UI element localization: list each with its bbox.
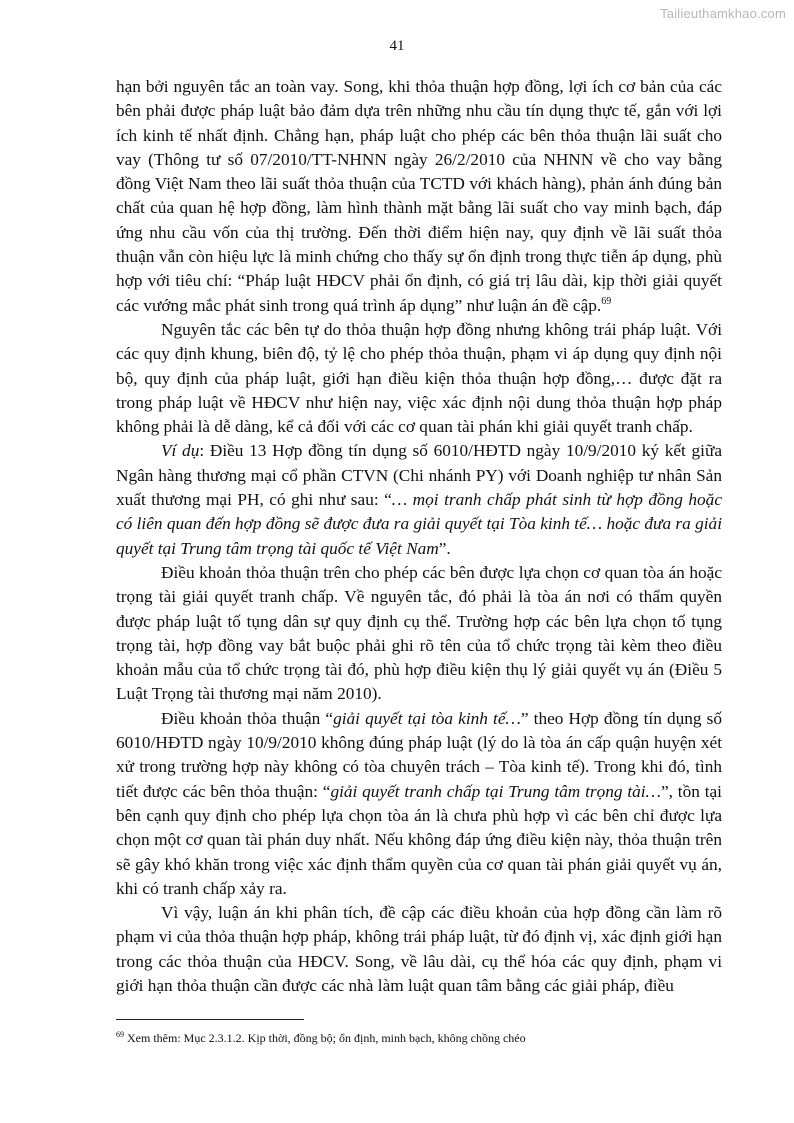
text-run: ” theo Hợp đồng tín dụng số 6010/HĐTD ngày 10/9/2010 không đúng pháp luật (lý do là tòa án cấp quận huyện xét xử trong trường hợp này không có tòa chuyên trách – Tòa kinh tế). Trong khi đó, tình tiết được các bên thỏa thuận: “ <box>116 708 722 801</box>
text-run: Nguyên tắc các bên tự do thỏa thuận hợp đồng nhưng không trái pháp luật. Với các quy định khung, biên độ, tỷ lệ cho phép thỏa thuận, phạm vi áp dụng quy định nội bộ, quy định của pháp luật, giới hạn điều kiện thỏa thuận hợp đồng,… được đặt ra trong pháp luật về HĐCV như hiện nay, việc xác định nội dung thỏa thuận hợp pháp không phải là dễ dàng, kể cả đối với các cơ quan tài phán khi giải quyết tranh chấp. <box>116 319 722 437</box>
italic-text: giải quyết tranh chấp tại Trung tâm trọng tài… <box>330 781 661 801</box>
text-run: hạn bởi nguyên tắc an toàn vay. Song, khi thỏa thuận hợp đồng, lợi ích cơ bản của các bên phải được pháp luật bảo đảm dựa trên những nhu cầu tín dụng thực tế, gắn với lợi ích kinh tế nhất định. Chẳng hạn, pháp luật cho phép các bên thỏa thuận lãi suất cho vay (Thông tư số 07/2010/TT-NHNN ngày 26/2/2010 của NHNN về cho vay bằng đồng Việt Nam theo lãi suất thỏa thuận của TCTD với khách hàng), phản ánh đúng bản chất của quan hệ hợp đồng, làm hình thành mặt bằng lãi suất cho vay minh bạch, đáp ứng nhu cầu vốn của thị trường. Đến thời điểm hiện nay, quy định về lãi suất thỏa thuận vẫn còn hiệu lực là minh chứng cho thấy sự ổn định trong thực tiễn áp dụng, phù hợp với tiêu chí: “Pháp luật HĐCV phải ổn định, có giá trị lâu dài, kịp thời giải quyết các vướng mắc phát sinh trong quá trình áp dụng” như luận án đề cập. <box>116 77 722 315</box>
paragraph-2 <box>116 318 722 439</box>
italic-text: giải quyết tại tòa kinh tế… <box>333 708 521 728</box>
body-text <box>116 75 722 998</box>
text-run: Vì vậy, luận án khi phân tích, đề cập các điều khoản của hợp đồng cần làm rõ phạm vi của thỏa thuận hợp pháp, không trái pháp luật, từ đó định vị, xác định giới hạn trong các thỏa thuận của HĐCV. Song, về lâu dài, cụ thể hóa các quy định, phạm vi giới hạn thỏa thuận cần được các nhà làm luật quan tâm bằng các giải pháp, điều <box>116 903 722 995</box>
page-number: 41 <box>389 38 405 54</box>
footnote-marker: 69 <box>116 1030 124 1039</box>
footnote-text: Xem thêm: Mục 2.3.1.2. Kịp thời, đồng bộ; ổn định, minh bạch, không chồng chéo <box>124 1031 526 1045</box>
paragraph-1 <box>116 75 722 318</box>
text-run: Điều khoản thỏa thuận trên cho phép các bên được lựa chọn cơ quan tòa án hoặc trọng tài giải quyết tranh chấp. Về nguyên tắc, đó phải là tòa án nơi có thẩm quyền được pháp luật tố tụng dân sự quy định cụ thể. Trường hợp các bên lựa chọn tố tụng trọng tài, hợp đồng vay bắt buộc phải ghi rõ tên của tổ chức trọng tài kèm theo điều khoản mẫu của tổ chức trọng tài đó, phù hợp điều kiện thụ lý giải quyết vụ án (Điều 5 Luật Trọng tài thương mại năm 2010). <box>116 562 722 704</box>
text-run: : Điều 13 Hợp đồng tín dụng số 6010/HĐTD ngày 10/9/2010 ký kết giữa Ngân hàng thương mại cổ phần CTVN (Chi nhánh PY) với Doanh nghiệp tư nhân Sản xuất thương mại PH, có ghi như sau: “ <box>116 441 722 510</box>
text-run: ”, tồn tại bên cạnh quy định cho phép lựa chọn tòa án là chưa phù hợp vì các bên chỉ được lựa chọn một cơ quan tài phán duy nhất. Nếu không đáp ứng điều kiện này, thỏa thuận trên sẽ gây khó khăn trong việc xác định thẩm quyền của cơ quan tài phán giải quyết vụ án, khi có tranh chấp xảy ra. <box>116 781 722 898</box>
footnote-divider <box>116 1019 304 1020</box>
paragraph-4 <box>116 561 722 707</box>
italic-text: … mọi tranh chấp phát sinh từ hợp đồng hoặc có liên quan đến hợp đồng sẽ được đưa ra giải quyết tại Tòa kinh tế… hoặc đưa ra giải quyết tại Trung tâm trọng tài quốc tế Việt Nam <box>116 490 722 558</box>
italic-text: Ví dụ <box>161 441 200 461</box>
paragraph-3-example <box>116 439 722 560</box>
text-run: Điều khoản thỏa thuận “ <box>161 708 334 728</box>
footnote-ref: 69 <box>601 295 612 307</box>
watermark: Tailieuthamkhao.com <box>660 6 786 21</box>
footnote <box>116 1031 722 1046</box>
paragraph-6 <box>116 901 722 998</box>
text-run: ”. <box>438 538 451 558</box>
paragraph-5 <box>116 707 722 901</box>
